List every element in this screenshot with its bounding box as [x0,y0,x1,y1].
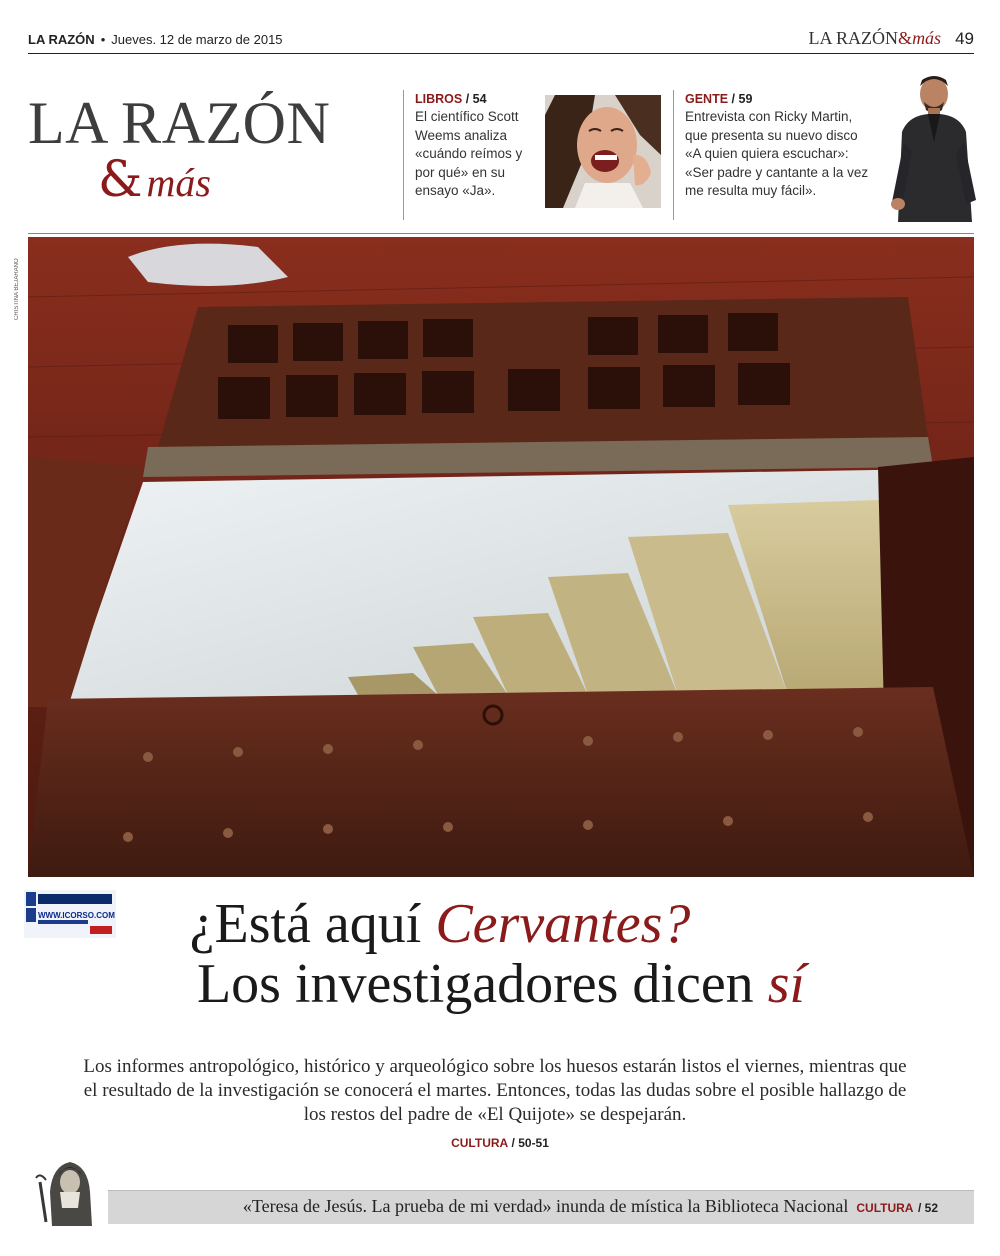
paper-name: LA RAZÓN [28,32,95,47]
bullet-separator: • [100,32,106,47]
ricky-martin-photo [884,72,980,222]
section-brand-mas: más [912,28,942,48]
running-header [28,30,974,54]
deck-reference[interactable] [380,1136,620,1150]
teaser-text: Entrevista con Ricky Martin, que presenta su nuevo disco «A quien quiera escuchar»: «Ser padre y cantante a la vez me resulta muy fácil». [685,109,869,198]
watermark-site: WWW.ICORSO.COM [38,911,115,920]
bottom-teaser [243,1196,938,1217]
bottom-teaser-section: CULTURA [856,1201,914,1215]
bottom-teaser-bar[interactable] [108,1190,974,1224]
section-brand-main: LA RAZÓN [808,28,899,48]
headline [120,894,1000,1014]
bottom-teaser-page: / 52 [917,1201,938,1215]
headline-line-2-emphasis: sí [767,953,806,1015]
masthead-amp: & [98,150,143,208]
teaser-page: / 59 [731,92,753,106]
issue-date: Jueves. 12 de marzo de 2015 [111,32,283,47]
deck-pages: / 50-51 [511,1136,549,1150]
headline-line-1-emphasis: Cervantes? [435,893,691,955]
bottom-teaser-text: «Teresa de Jesús. La prueba de mi verdad» inunda de mística la Biblioteca Nacional [242,1196,849,1216]
teresa-statue-thumbnail [32,1152,106,1226]
teaser-gente[interactable] [673,90,975,220]
section-brand-amp: & [898,28,913,48]
teaser-section: GENTE [685,92,729,106]
teaser-section: LIBROS [415,92,463,106]
headline-line-1 [0,894,1000,954]
running-header-right [809,28,974,49]
section-masthead [28,88,388,218]
photo-credit: CRISTINA BEJARANO [14,258,20,320]
teaser-page: / 54 [465,92,487,106]
deck-paragraph: Los informes antropológico, histórico y arqueológico sobre los huesos estarán listos el viernes, mientras que el resultado de la investigación se conocerá el martes. Entonces, todas las dudas sobre el posible hallazgo de los restos del padre de «El Quijote» se despejarán. [83,1056,907,1125]
page-number: 49 [955,29,974,48]
teaser-libros[interactable] [403,90,665,220]
section-brand [809,28,942,48]
headline-line-1-text: ¿Está aquí [189,893,436,955]
laughing-woman-photo [545,95,661,208]
masthead-subtitle [98,150,211,208]
teaser-text: El científico Scott Weems analiza «cuándo reímos y por qué» en su ensayo «Ja». [415,109,523,198]
masthead-title: LA RAZÓN [28,90,331,156]
running-header-left [28,32,283,47]
crypt-trapdoor-photo [28,237,974,877]
headline-line-2-text: Los investigadores dicen [196,953,768,1015]
deck-section: CULTURA [451,1136,509,1150]
headline-line-2 [2,954,1000,1014]
masthead-rule [28,233,974,234]
masthead-mas: más [146,160,211,205]
